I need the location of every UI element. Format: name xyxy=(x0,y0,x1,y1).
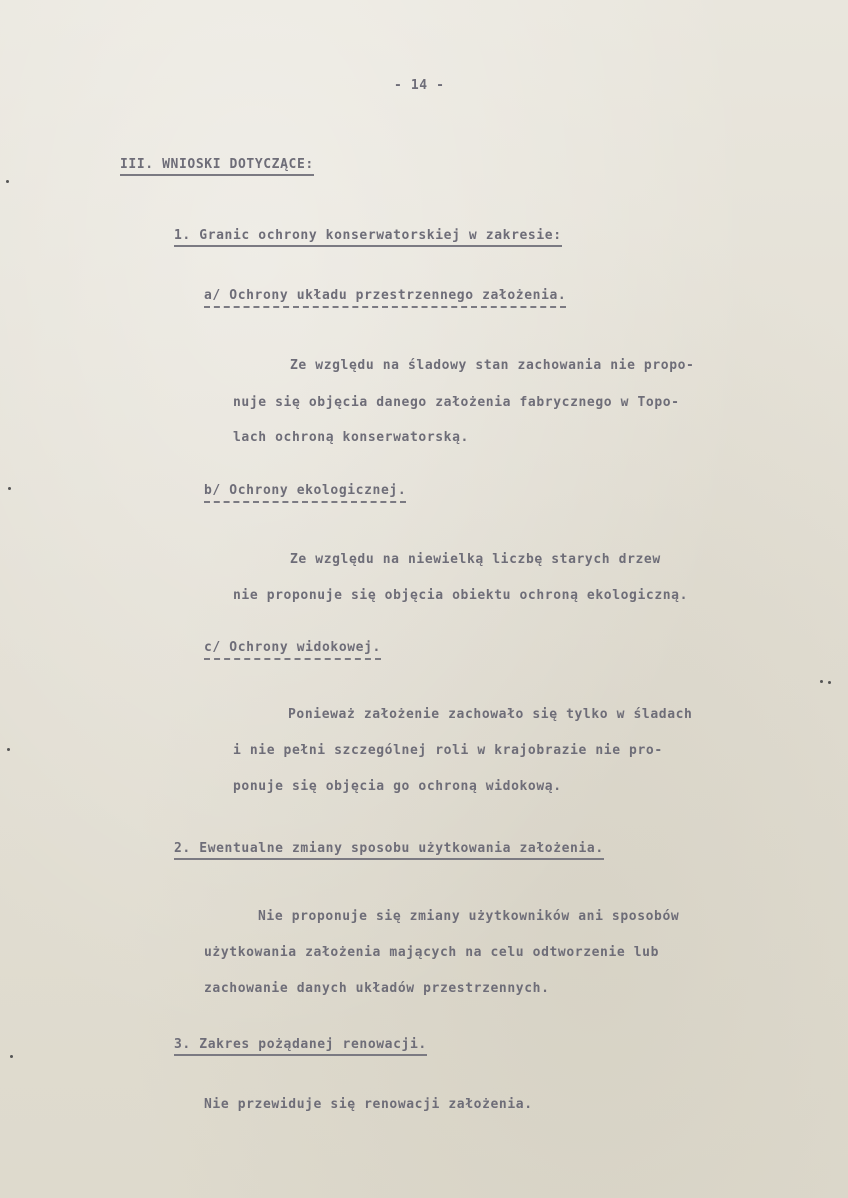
item-1a-title: a/ Ochrony układu przestrzennego założenia. xyxy=(204,288,566,308)
item-2-title: 2. Ewentualne zmiany sposobu użytkowania założenia. xyxy=(174,841,604,860)
item-1c-line-1: Ponieważ założenie zachowało się tylko w śladach xyxy=(288,707,693,722)
item-2-line-2: użytkowania założenia mających na celu odtworzenie lub xyxy=(204,945,660,960)
item-2-line-3: zachowanie danych układów przestrzennych. xyxy=(204,981,550,996)
item-3-title: 3. Zakres pożądanej renowacji. xyxy=(174,1037,427,1056)
item-1c-title: c/ Ochrony widokowej. xyxy=(204,640,381,660)
paper-speck xyxy=(10,1055,13,1058)
paper-speck xyxy=(828,681,831,684)
item-1b-title: b/ Ochrony ekologicznej. xyxy=(204,483,406,503)
section-heading: III. WNIOSKI DOTYCZĄCE: xyxy=(120,157,314,176)
paper-speck xyxy=(6,180,9,183)
item-1b-line-2: nie proponuje się objęcia obiektu ochroną ekologiczną. xyxy=(233,588,689,603)
item-2-line-1: Nie proponuje się zmiany użytkowników ani sposobów xyxy=(258,909,680,924)
page-number: - 14 - xyxy=(394,78,445,93)
paper-speck xyxy=(7,748,10,751)
item-1a-line-3: lach ochroną konserwatorską. xyxy=(233,430,469,445)
item-1-title: 1. Granic ochrony konserwatorskiej w zakresie: xyxy=(174,228,562,247)
item-1b-line-1: Ze względu na niewielką liczbę starych drzew xyxy=(290,552,661,567)
item-1c-line-2: i nie pełni szczególnej roli w krajobrazie nie pro- xyxy=(233,743,663,758)
item-1a-line-2: nuje się objęcia danego założenia fabrycznego w Topo- xyxy=(233,395,680,410)
item-1c-line-3: ponuje się objęcia go ochroną widokową. xyxy=(233,779,562,794)
paper-speck xyxy=(820,680,823,683)
paper-speck xyxy=(8,487,11,490)
item-1a-line-1: Ze względu na śladowy stan zachowania nie propo- xyxy=(290,358,695,373)
item-3-line-1: Nie przewiduje się renowacji założenia. xyxy=(204,1097,533,1112)
